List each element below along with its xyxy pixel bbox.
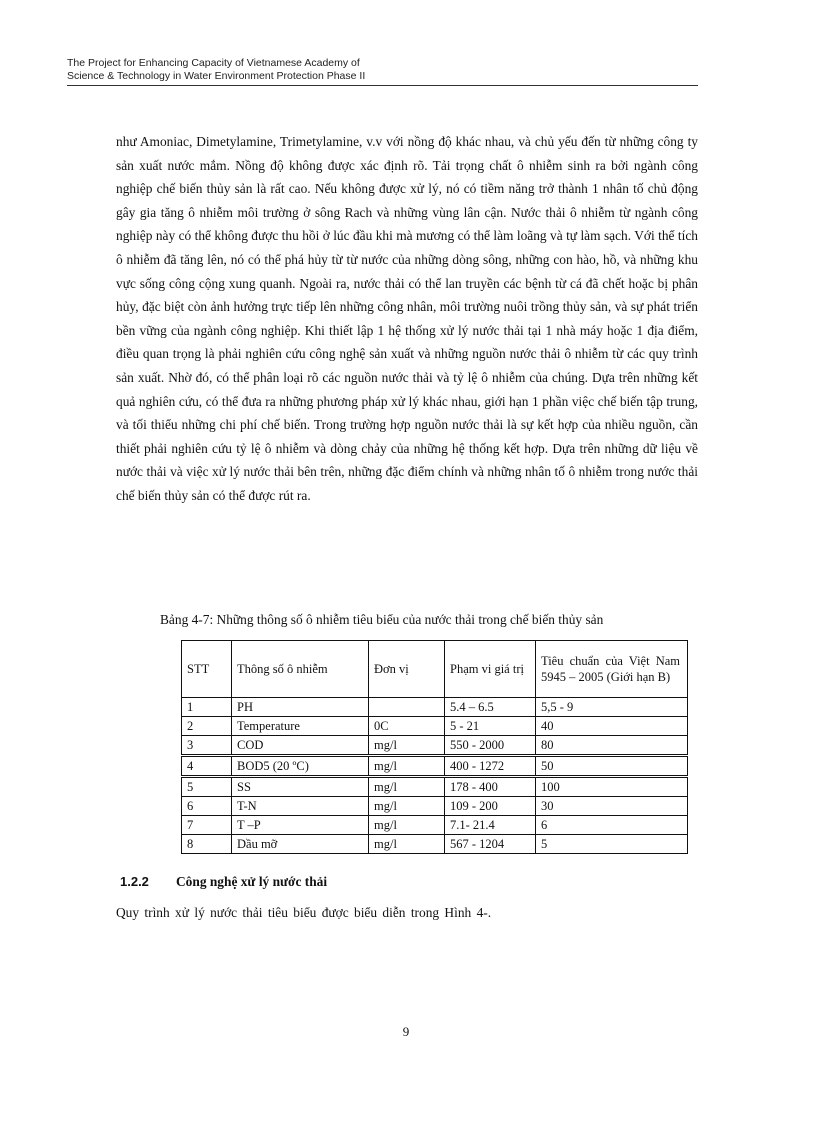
cell-standard: 30 [536, 797, 688, 816]
table-row [182, 777, 688, 797]
cell-param: T –P [232, 816, 369, 835]
table-row [182, 698, 688, 717]
cell-stt: 4 [182, 756, 232, 777]
cell-param: Temperature [232, 717, 369, 736]
header-line-1: The Project for Enhancing Capacity of Vietnamese Academy of [67, 57, 360, 69]
header-stt: STT [182, 641, 232, 698]
header-range: Phạm vi giá trị [445, 641, 536, 698]
page-number-value: 9 [402, 1024, 410, 1039]
cell-unit: mg/l [369, 835, 445, 854]
table-row [182, 756, 688, 777]
cell-range: 5.4 – 6.5 [445, 698, 536, 717]
table-header-row [182, 641, 688, 698]
cell-range: 178 - 400 [445, 777, 536, 797]
cell-standard: 80 [536, 736, 688, 756]
page-header [67, 57, 698, 86]
section-heading [120, 874, 327, 890]
cell-range: 400 - 1272 [445, 756, 536, 777]
cell-unit: mg/l [369, 736, 445, 756]
cell-standard: 5,5 - 9 [536, 698, 688, 717]
body-paragraph: như Amoniac, Dimetylamine, Trimetylamine, v.v với nồng độ khác nhau, và chủ yếu đến từ những công ty sản xuất nước mắm. Nồng độ không được xác định rõ. Tải trọng chất ô nhiễm sinh ra bởi ngành công nghiệp chế biến thủy sản là rất cao. Nếu không được xử lý, nó có tiềm năng trở thành 1 nhân tố chủ động gây gia tăng ô nhiễm môi trường ở sông Rach và những vùng lân cận. Nước thải ô nhiễm từ ngành công nghiệp này có thể không được thu hồi ở lúc đầu khi mà mương có thể làm loãng và tự làm sạch. Với thể tích ô nhiễm đã tăng lên, nó có thể phá hủy từ từ nước của những dòng sông, những con hào, hồ, và những khu vực sống công cộng xung quanh. Ngoài ra, nước thải có thể lan truyền các bệnh từ cá đã chết hoặc bị phân hủy, đặc biệt còn ảnh hưởng trực tiếp lên những công nhân, môi trường nuôi trồng thủy sản, và sự phát triển bền vững của ngành công nghiệp. Khi thiết lập 1 hệ thống xử lý nước thải tại 1 nhà máy hoặc 1 địa điểm, điều quan trọng là phải nghiên cứu công nghệ sản xuất và những nguồn nước thải ô nhiễm từ các quy trình sản xuất. Nhờ đó, có thể phân loại rõ các nguồn nước thải và tỷ lệ ô nhiễm của chúng. Dựa trên những kết quả nghiên cứu, có thể đưa ra những phương pháp xử lý khác nhau, giới hạn 1 phần việc chế biến tập trung, và tối thiểu những chi phí chế biến. Trong trường hợp nguồn nước thải là sự kết hợp của nhiều nguồn, cần thiết phải nghiên cứu tỷ lệ ô nhiễm và dòng chảy của những hệ thống kết hợp. Dựa trên những dữ liệu về nước thải và việc xử lý nước thải bên trên, những đặc điểm chính và những nhân tố ô nhiễm trong nước thải chế biến thủy sản có thể được rút ra. [116, 134, 698, 503]
header-standard: Tiêu chuẩn của Việt Nam 5945 – 2005 (Giới hạn B) [536, 641, 688, 698]
cell-range: 567 - 1204 [445, 835, 536, 854]
cell-range: 109 - 200 [445, 797, 536, 816]
header-line-2: Science & Technology in Water Environment Protection Phase II [67, 70, 366, 82]
cell-stt: 3 [182, 736, 232, 756]
cell-stt: 6 [182, 797, 232, 816]
cell-unit: mg/l [369, 756, 445, 777]
cell-unit: mg/l [369, 816, 445, 835]
cell-standard: 40 [536, 717, 688, 736]
cell-stt: 1 [182, 698, 232, 717]
cell-unit [369, 698, 445, 717]
table-row [182, 797, 688, 816]
cell-stt: 7 [182, 816, 232, 835]
cell-param: BOD5 (20 ºC) [232, 756, 369, 777]
cell-standard: 100 [536, 777, 688, 797]
cell-range: 550 - 2000 [445, 736, 536, 756]
cell-range: 7.1- 21.4 [445, 816, 536, 835]
section-text: Quy trình xử lý nước thải tiêu biểu được biểu diễn trong Hình 4-. [116, 905, 492, 920]
table-row [182, 717, 688, 736]
cell-range: 5 - 21 [445, 717, 536, 736]
cell-standard: 50 [536, 756, 688, 777]
cell-param: Dầu mỡ [232, 835, 369, 854]
pollution-parameters-table [181, 640, 688, 854]
page-number [0, 1024, 816, 1040]
cell-stt: 2 [182, 717, 232, 736]
header-unit: Đơn vị [369, 641, 445, 698]
section-title: Công nghệ xử lý nước thải [176, 874, 328, 889]
cell-param: PH [232, 698, 369, 717]
cell-param: COD [232, 736, 369, 756]
cell-unit: 0C [369, 717, 445, 736]
table-row [182, 736, 688, 756]
cell-standard: 5 [536, 835, 688, 854]
table-row [182, 835, 688, 854]
header-param: Thông số ô nhiễm [232, 641, 369, 698]
cell-stt: 5 [182, 777, 232, 797]
cell-standard: 6 [536, 816, 688, 835]
cell-param: T-N [232, 797, 369, 816]
cell-unit: mg/l [369, 777, 445, 797]
cell-unit: mg/l [369, 797, 445, 816]
table-row [182, 816, 688, 835]
cell-param: SS [232, 777, 369, 797]
section-number: 1.2.2 [120, 874, 149, 889]
table-caption: Bảng 4-7: Những thông số ô nhiễm tiêu biểu của nước thải trong chế biến thủy sản [160, 612, 604, 627]
cell-stt: 8 [182, 835, 232, 854]
